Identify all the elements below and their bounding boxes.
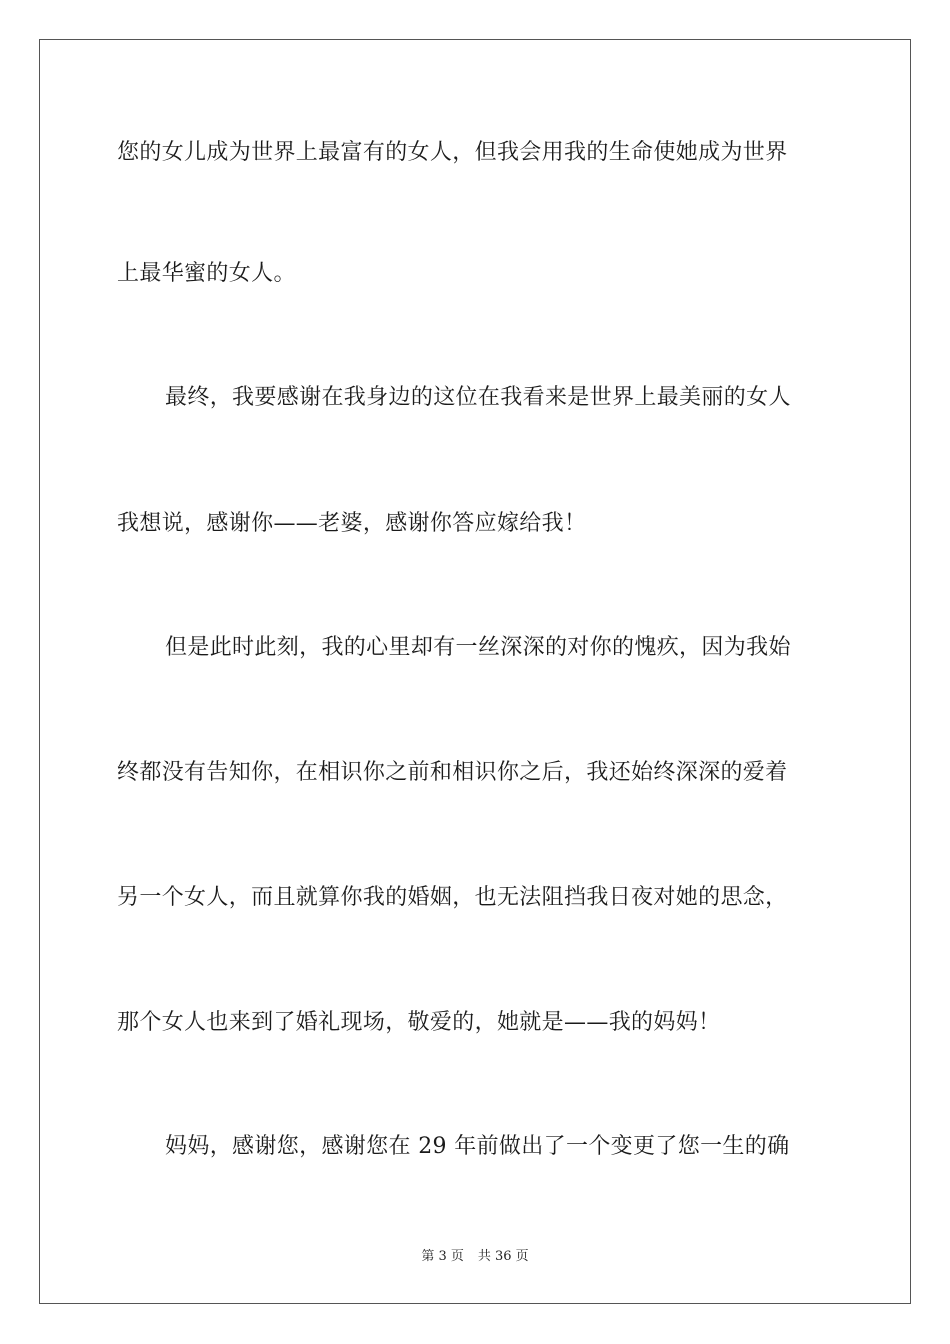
text-line: 上最华蜜的女人。: [117, 261, 296, 286]
paragraph-start-line: 但是此时此刻，我的心里却有一丝深深的对你的愧疚，因为我始: [165, 635, 791, 660]
text-line: 我想说，感谢你——老婆，感谢你答应嫁给我！: [117, 511, 587, 536]
page-border: [39, 39, 911, 1304]
page-footer: [0, 1248, 950, 1266]
text-line: 那个女人也来到了婚礼现场，敬爱的，她就是——我的妈妈！: [117, 1010, 721, 1035]
page-number: 第 3 页: [421, 1249, 464, 1264]
text-line: 终都没有告知你，在相识你之前和相识你之后，我还始终深深的爱着: [117, 760, 788, 785]
page-total: 共 36 页: [477, 1249, 529, 1264]
paragraph-start-line: 妈妈，感谢您，感谢您在 29 年前做出了一个变更了您一生的确: [165, 1134, 790, 1159]
text-line: 另一个女人，而且就算你我的婚姻，也无法阻挡我日夜对她的思念，: [117, 885, 788, 910]
text-line: 您的女儿成为世界上最富有的女人，但我会用我的生命使她成为世界: [117, 140, 788, 165]
paragraph-start-line: 最终，我要感谢在我身边的这位在我看来是世界上最美丽的女人: [165, 385, 791, 410]
